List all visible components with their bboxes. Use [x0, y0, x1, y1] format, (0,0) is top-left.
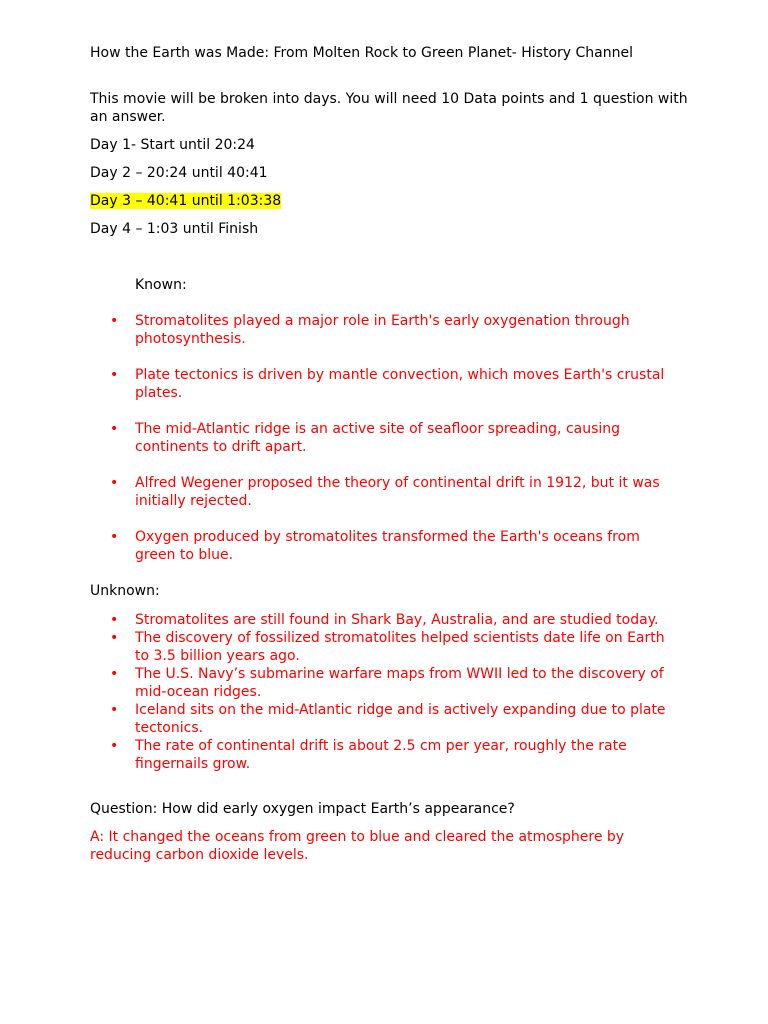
answer-line: A: It changed the oceans from green to blue and cleared the atmosphere by reducing carbon dioxide levels.: [90, 829, 625, 863]
day-4-line: [90, 220, 690, 238]
bullet-icon: •: [110, 738, 119, 754]
known-item: [90, 528, 675, 564]
bullet-icon: •: [110, 529, 119, 545]
known-item-text: Plate tectonics is driven by mantle convection, which moves Earth's crustal plates.: [135, 367, 665, 401]
known-item-text: Stromatolites played a major role in Earth's early oxygenation through photosynthesis.: [135, 313, 630, 347]
unknown-item: [90, 665, 680, 701]
document-title: How the Earth was Made: From Molten Rock to Green Planet- History Channel: [90, 45, 633, 61]
day-4-text: Day 4 – 1:03 until Finish: [90, 221, 259, 237]
day-2-text: Day 2 – 20:24 until 40:41: [90, 165, 268, 181]
unknown-item: [90, 701, 680, 737]
known-item: [90, 474, 675, 510]
bullet-icon: •: [110, 612, 119, 628]
unknown-item-text: The rate of continental drift is about 2.5 cm per year, roughly the rate fingernails grow.: [135, 738, 627, 772]
known-item-text: Oxygen produced by stromatolites transformed the Earth's oceans from green to blue.: [135, 529, 640, 563]
unknown-item: [90, 737, 680, 773]
day-1-line: [90, 136, 690, 154]
intro-paragraph: This movie will be broken into days. You will need 10 Data points and 1 question with an answer.: [90, 91, 688, 125]
day-3-line: [90, 192, 690, 210]
day-3-text-highlighted: Day 3 – 40:41 until 1:03:38: [90, 193, 282, 209]
known-item: [90, 366, 675, 402]
bullet-icon: •: [110, 475, 119, 491]
bullet-icon: •: [110, 421, 119, 437]
known-list: [90, 312, 690, 564]
unknown-list: [90, 611, 690, 773]
bullet-icon: •: [110, 367, 119, 383]
day-2-line: [90, 164, 690, 182]
unknown-item: [90, 611, 680, 629]
bullet-icon: •: [110, 313, 119, 329]
question-line: Question: How did early oxygen impact Earth’s appearance?: [90, 801, 515, 817]
bullet-icon: •: [110, 630, 119, 646]
known-item-text: Alfred Wegener proposed the theory of continental drift in 1912, but it was initially rejected.: [135, 475, 660, 509]
known-item: [90, 312, 675, 348]
known-item: [90, 420, 675, 456]
unknown-item: [90, 629, 680, 665]
day-1-text: Day 1- Start until 20:24: [90, 137, 255, 153]
unknown-item-text: Stromatolites are still found in Shark Bay, Australia, and are studied today.: [135, 612, 659, 628]
unknown-item-text: Iceland sits on the mid-Atlantic ridge and is actively expanding due to plate tectonics.: [135, 702, 666, 736]
unknown-heading: Unknown:: [90, 583, 160, 599]
known-heading: Known:: [135, 277, 187, 293]
bullet-icon: •: [110, 702, 119, 718]
document-page: [90, 44, 690, 864]
unknown-item-text: The U.S. Navy’s submarine warfare maps from WWII led to the discovery of mid-ocean ridges.: [135, 666, 664, 700]
bullet-icon: •: [110, 666, 119, 682]
known-item-text: The mid-Atlantic ridge is an active site of seafloor spreading, causing continents to drift apart.: [135, 421, 621, 455]
unknown-item-text: The discovery of fossilized stromatolites helped scientists date life on Earth to 3.5 billion years ago.: [135, 630, 665, 664]
